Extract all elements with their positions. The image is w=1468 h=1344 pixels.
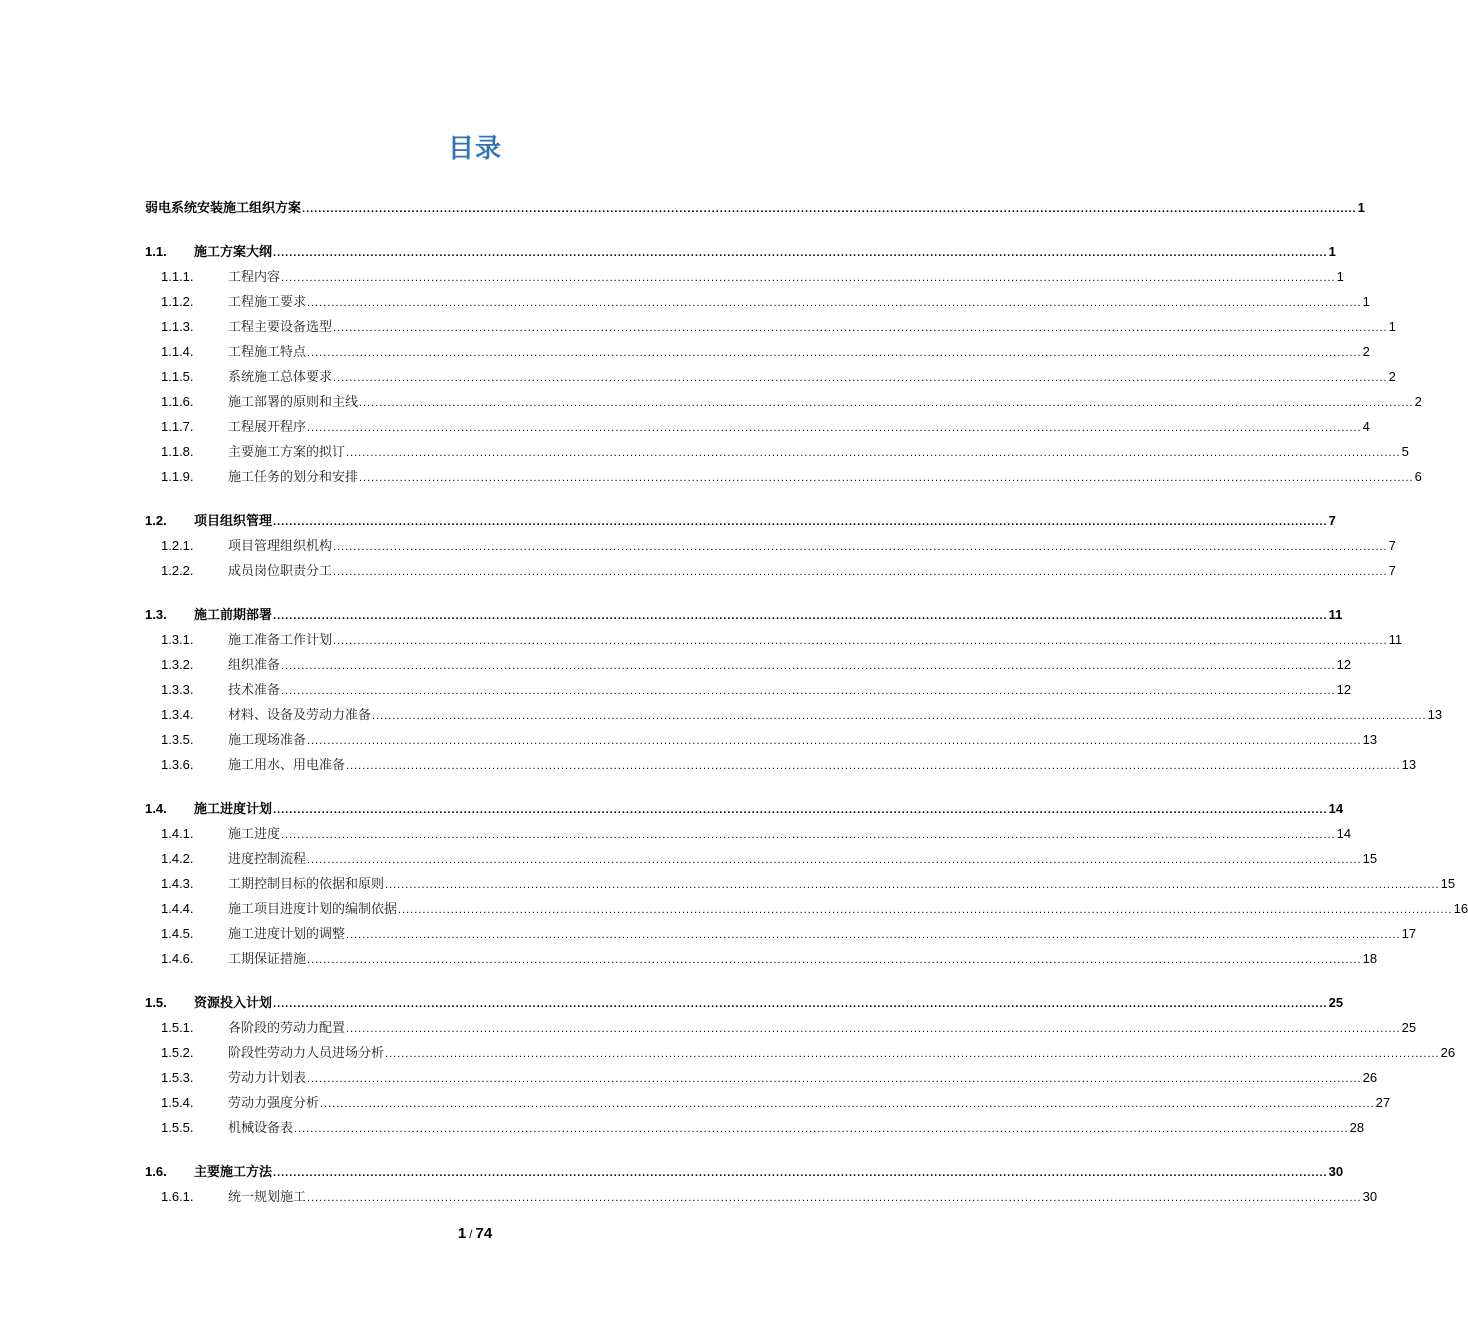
- toc-entry-number: 1.4.2.: [161, 851, 194, 866]
- toc-entry[interactable]: [145, 339, 1370, 364]
- toc-entry[interactable]: [145, 921, 1417, 946]
- toc-entry[interactable]: [145, 796, 1344, 821]
- toc-entry-number: 1.5.4.: [161, 1095, 194, 1110]
- toc-entry-title: 工程内容: [228, 270, 281, 285]
- toc-entry-title: 工程展开程序: [228, 420, 307, 435]
- toc-entry[interactable]: [145, 439, 1409, 464]
- toc-entry-title: 施工项目进度计划的编制依据: [228, 902, 398, 917]
- toc-entry-page: 14: [1328, 801, 1344, 816]
- toc-entry-page: 13: [1401, 757, 1417, 772]
- toc-entry-page: 15: [1362, 851, 1378, 866]
- toc-dot-leader: ....................................................................................................................................................................................................................................................................: [273, 1167, 1328, 1179]
- toc-entry-title: 劳动力强度分析: [228, 1096, 320, 1111]
- toc-entry[interactable]: [145, 677, 1352, 702]
- toc-entry-number: 1.4.1.: [161, 826, 194, 841]
- toc-dot-leader: ....................................................................................................................................................................................................................................................................: [372, 710, 1427, 722]
- toc-entry-number: 1.2.2.: [161, 563, 194, 578]
- toc-dot-leader: ....................................................................................................................................................................................................................................................................: [359, 472, 1414, 484]
- toc-entry-number: 1.1.6.: [161, 394, 194, 409]
- toc-dot-leader: ....................................................................................................................................................................................................................................................................: [333, 322, 1388, 334]
- toc-dot-leader: ....................................................................................................................................................................................................................................................................: [346, 760, 1401, 772]
- toc-entry-number: 1.3.3.: [161, 682, 194, 697]
- toc-entry-page: 6: [1414, 469, 1422, 484]
- toc-entry-number: 1.1.4.: [161, 344, 194, 359]
- toc-dot-leader: ....................................................................................................................................................................................................................................................................: [281, 685, 1336, 697]
- toc-entry-page: 30: [1362, 1189, 1378, 1204]
- toc-entry-number: 1.1.8.: [161, 444, 194, 459]
- toc-entry-page: 7: [1388, 538, 1396, 553]
- toc-entry-page: 2: [1362, 344, 1370, 359]
- toc-entry-page: 7: [1388, 563, 1396, 578]
- toc-dot-leader: ....................................................................................................................................................................................................................................................................: [346, 1023, 1401, 1035]
- toc-dot-leader: ....................................................................................................................................................................................................................................................................: [281, 660, 1336, 672]
- current-page: 1: [457, 1225, 467, 1242]
- toc-dot-leader: ....................................................................................................................................................................................................................................................................: [333, 635, 1388, 647]
- toc-entry-number: 1.3.4.: [161, 707, 194, 722]
- toc-entry[interactable]: [145, 364, 1396, 389]
- toc-entry[interactable]: [145, 1184, 1378, 1209]
- toc-entry-title: 工程施工要求: [228, 295, 307, 310]
- toc-entry-page: 30: [1328, 1164, 1344, 1179]
- toc-entry-number: 1.5.3.: [161, 1070, 194, 1085]
- toc-dot-leader: ....................................................................................................................................................................................................................................................................: [307, 735, 1362, 747]
- toc-dot-leader: ....................................................................................................................................................................................................................................................................: [385, 879, 1440, 891]
- toc-entry-page: 1: [1357, 200, 1365, 215]
- toc-entry-title: 施工进度计划: [194, 802, 273, 817]
- toc-entry-page: 1: [1388, 319, 1396, 334]
- toc-dot-leader: ....................................................................................................................................................................................................................................................................: [307, 1073, 1362, 1085]
- toc-entry-number: 1.5.: [145, 995, 167, 1010]
- toc-entry-page: 2: [1388, 369, 1396, 384]
- toc-entry[interactable]: [145, 871, 1456, 896]
- toc-entry[interactable]: [145, 464, 1422, 489]
- toc-entry[interactable]: [145, 533, 1396, 558]
- toc-entry[interactable]: [145, 1090, 1391, 1115]
- toc-entry-title: 系统施工总体要求: [228, 370, 333, 385]
- toc-dot-leader: ....................................................................................................................................................................................................................................................................: [294, 1123, 1349, 1135]
- toc-entry[interactable]: [145, 264, 1344, 289]
- total-pages: 74: [475, 1225, 493, 1242]
- toc-entry[interactable]: [145, 702, 1443, 727]
- toc-entry-number: 1.4.3.: [161, 876, 194, 891]
- toc-entry[interactable]: [145, 1040, 1456, 1065]
- toc-dot-leader: ....................................................................................................................................................................................................................................................................: [281, 272, 1336, 284]
- toc-entry[interactable]: [145, 752, 1417, 777]
- toc-entry-number: 1.1.1.: [161, 269, 194, 284]
- toc-entry-page: 7: [1328, 513, 1336, 528]
- toc-entry-number: 1.4.: [145, 801, 167, 816]
- toc-entry-number: 1.4.5.: [161, 926, 194, 941]
- toc-entry-page: 12: [1336, 682, 1352, 697]
- toc-entry-number: 1.3.2.: [161, 657, 194, 672]
- toc-entry-number: 1.1.3.: [161, 319, 194, 334]
- toc-entry[interactable]: [145, 1115, 1365, 1140]
- toc-entry-number: 1.1.9.: [161, 469, 194, 484]
- toc-entry-title: 进度控制流程: [228, 852, 307, 867]
- toc-entry-page: 28: [1349, 1120, 1365, 1135]
- toc-entry-title: 施工任务的划分和安排: [228, 470, 359, 485]
- toc-entry-page: 1: [1328, 244, 1336, 259]
- toc-entry-number: 1.3.6.: [161, 757, 194, 772]
- toc-dot-leader: ....................................................................................................................................................................................................................................................................: [307, 297, 1362, 309]
- toc-dot-leader: ....................................................................................................................................................................................................................................................................: [307, 422, 1362, 434]
- toc-dot-leader: ....................................................................................................................................................................................................................................................................: [307, 954, 1362, 966]
- toc-entry[interactable]: [145, 602, 1343, 627]
- toc-entry[interactable]: [145, 727, 1378, 752]
- toc-entry-page: 17: [1401, 926, 1417, 941]
- toc-entry[interactable]: [145, 195, 1365, 220]
- toc-entry-title: 工期控制目标的依据和原则: [228, 877, 385, 892]
- toc-dot-leader: ....................................................................................................................................................................................................................................................................: [273, 247, 1328, 259]
- toc-entry-number: 1.4.4.: [161, 901, 194, 916]
- toc-entry-page: 18: [1362, 951, 1378, 966]
- toc-entry-title: 主要施工方案的拟订: [228, 445, 346, 460]
- toc-entry-title: 施工方案大纲: [194, 245, 273, 260]
- toc-dot-leader: ....................................................................................................................................................................................................................................................................: [273, 804, 1328, 816]
- toc-entry-number: 1.2.1.: [161, 538, 194, 553]
- toc-entry-page: 27: [1375, 1095, 1391, 1110]
- toc-entry-number: 1.5.2.: [161, 1045, 194, 1060]
- toc-entry[interactable]: [145, 1015, 1417, 1040]
- toc-entry-number: 1.6.1.: [161, 1189, 194, 1204]
- toc-entry-page: 5: [1401, 444, 1409, 459]
- toc-entry-page: 26: [1362, 1070, 1378, 1085]
- toc-dot-leader: ....................................................................................................................................................................................................................................................................: [307, 1192, 1362, 1204]
- toc-dot-leader: ....................................................................................................................................................................................................................................................................: [333, 541, 1388, 553]
- toc-entry-number: 1.1.5.: [161, 369, 194, 384]
- toc-entry-page: 14: [1336, 826, 1352, 841]
- toc-entry[interactable]: [145, 1159, 1344, 1184]
- toc-dot-leader: ....................................................................................................................................................................................................................................................................: [273, 998, 1328, 1010]
- toc-dot-leader: ....................................................................................................................................................................................................................................................................: [281, 829, 1336, 841]
- toc-entry-number: 1.3.1.: [161, 632, 194, 647]
- toc-entry-page: 12: [1336, 657, 1352, 672]
- toc-entry[interactable]: [145, 389, 1422, 414]
- toc-entry-title: 资源投入计划: [194, 996, 273, 1011]
- toc-dot-leader: ....................................................................................................................................................................................................................................................................: [359, 397, 1414, 409]
- toc-entry-number: 1.5.5.: [161, 1120, 194, 1135]
- toc-dot-leader: ....................................................................................................................................................................................................................................................................: [398, 904, 1453, 916]
- toc-entry-title: 成员岗位职责分工: [228, 564, 333, 579]
- toc-entry[interactable]: [145, 558, 1396, 583]
- toc-entry[interactable]: [145, 896, 1468, 921]
- toc-entry-title: 劳动力计划表: [228, 1071, 307, 1086]
- toc-entry-page: 16: [1453, 901, 1468, 916]
- toc-entry-page: 25: [1401, 1020, 1417, 1035]
- toc-entry[interactable]: [145, 946, 1378, 971]
- toc-dot-leader: ....................................................................................................................................................................................................................................................................: [302, 203, 1357, 215]
- toc-dot-leader: ....................................................................................................................................................................................................................................................................: [320, 1098, 1375, 1110]
- toc-entry-page: 11: [1388, 632, 1403, 647]
- page-title: 目录: [447, 134, 502, 164]
- toc-entry-title: 施工前期部署: [194, 608, 273, 623]
- toc-dot-leader: ....................................................................................................................................................................................................................................................................: [333, 372, 1388, 384]
- toc-entry[interactable]: [145, 508, 1336, 533]
- toc-entry-page: 4: [1362, 419, 1370, 434]
- toc-entry-number: 1.1.7.: [161, 419, 194, 434]
- table-of-contents: [145, 195, 1468, 1209]
- toc-dot-leader: ....................................................................................................................................................................................................................................................................: [307, 347, 1362, 359]
- toc-entry-title: 阶段性劳动力人员进场分析: [228, 1046, 385, 1061]
- toc-entry-title: 施工进度计划的调整: [228, 927, 346, 942]
- toc-entry-number: 1.1.2.: [161, 294, 194, 309]
- toc-entry[interactable]: [145, 627, 1403, 652]
- toc-entry-title: 统一规划施工: [228, 1190, 307, 1205]
- page-separator: /: [469, 1227, 473, 1241]
- toc-dot-leader: ....................................................................................................................................................................................................................................................................: [307, 854, 1362, 866]
- toc-entry-page: 26: [1440, 1045, 1456, 1060]
- toc-entry-title: 施工进度: [228, 827, 281, 842]
- toc-entry[interactable]: [145, 239, 1336, 264]
- toc-dot-leader: ....................................................................................................................................................................................................................................................................: [273, 610, 1328, 622]
- toc-dot-leader: ....................................................................................................................................................................................................................................................................: [385, 1048, 1440, 1060]
- toc-entry-title: 工程主要设备选型: [228, 320, 333, 335]
- toc-entry-number: 1.3.: [145, 607, 167, 622]
- toc-entry-title: 项目管理组织机构: [228, 539, 333, 554]
- toc-entry-page: 25: [1328, 995, 1344, 1010]
- toc-dot-leader: ....................................................................................................................................................................................................................................................................: [273, 516, 1328, 528]
- toc-entry-page: 15: [1440, 876, 1456, 891]
- toc-entry-page: 1: [1336, 269, 1344, 284]
- toc-entry-title: 施工部署的原则和主线: [228, 395, 359, 410]
- toc-entry-number: 1.6.: [145, 1164, 167, 1179]
- toc-entry[interactable]: [145, 990, 1344, 1015]
- toc-entry-page: 2: [1414, 394, 1422, 409]
- toc-entry-title: 主要施工方法: [194, 1165, 273, 1180]
- toc-entry-title: 弱电系统安装施工组织方案: [145, 201, 302, 216]
- page-number: [0, 1225, 950, 1242]
- toc-entry-title: 各阶段的劳动力配置: [228, 1021, 346, 1036]
- toc-entry-number: 1.2.: [145, 513, 167, 528]
- toc-entry-title: 工期保证措施: [228, 952, 307, 967]
- toc-entry-number: 1.5.1.: [161, 1020, 194, 1035]
- toc-entry-page: 11: [1328, 607, 1343, 622]
- toc-entry-page: 13: [1362, 732, 1378, 747]
- toc-entry-number: 1.3.5.: [161, 732, 194, 747]
- toc-entry[interactable]: [145, 289, 1370, 314]
- toc-entry-title: 施工现场准备: [228, 733, 307, 748]
- toc-entry-page: 1: [1362, 294, 1370, 309]
- toc-entry-title: 组织准备: [228, 658, 281, 673]
- toc-entry[interactable]: [145, 1065, 1378, 1090]
- toc-entry[interactable]: [145, 821, 1352, 846]
- toc-entry[interactable]: [145, 846, 1378, 871]
- toc-entry-title: 施工准备工作计划: [228, 633, 333, 648]
- toc-entry-number: 1.1.: [145, 244, 167, 259]
- toc-entry[interactable]: [145, 314, 1396, 339]
- toc-dot-leader: ....................................................................................................................................................................................................................................................................: [333, 566, 1388, 578]
- toc-entry-title: 机械设备表: [228, 1121, 294, 1136]
- toc-entry-page: 13: [1427, 707, 1443, 722]
- toc-entry-title: 施工用水、用电准备: [228, 758, 346, 773]
- toc-entry-title: 工程施工特点: [228, 345, 307, 360]
- toc-entry-title: 技术准备: [228, 683, 281, 698]
- toc-entry-title: 材料、设备及劳动力准备: [228, 708, 372, 723]
- toc-entry[interactable]: [145, 414, 1370, 439]
- toc-entry-title: 项目组织管理: [194, 514, 273, 529]
- toc-entry-number: 1.4.6.: [161, 951, 194, 966]
- toc-dot-leader: ....................................................................................................................................................................................................................................................................: [346, 929, 1401, 941]
- toc-entry[interactable]: [145, 652, 1352, 677]
- toc-dot-leader: ....................................................................................................................................................................................................................................................................: [346, 447, 1401, 459]
